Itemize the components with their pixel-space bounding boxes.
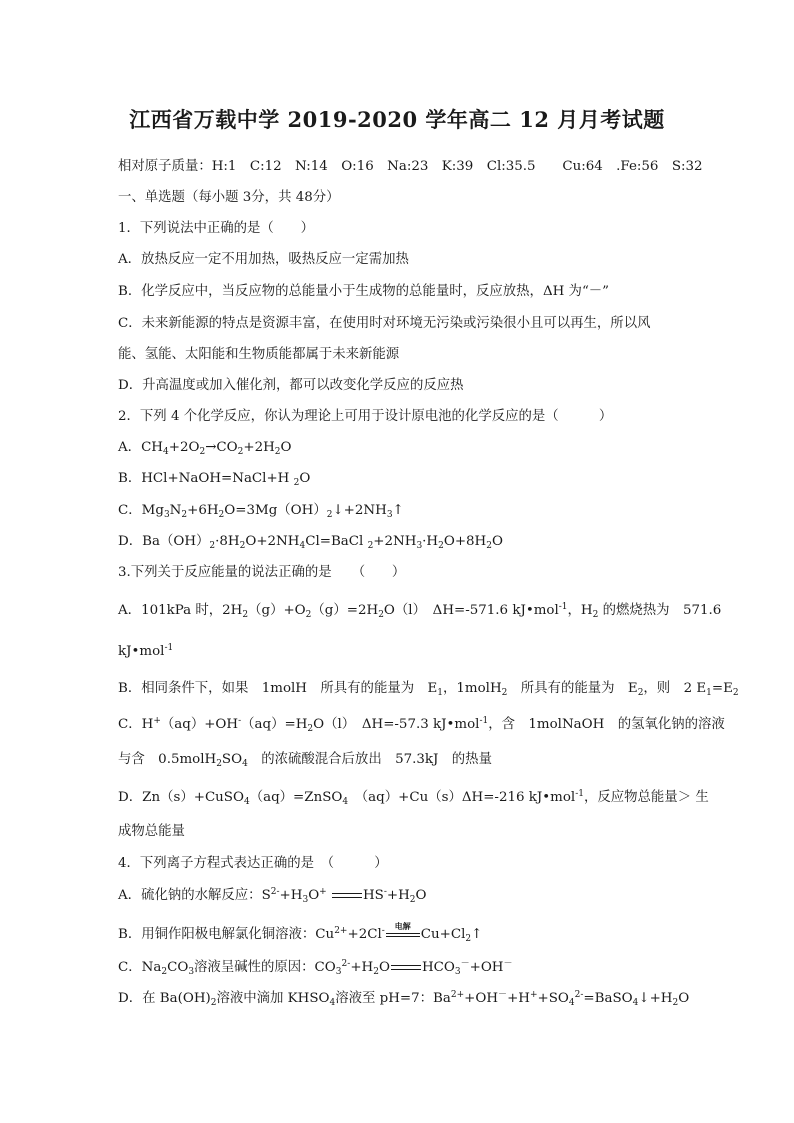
q3-option-a-line2: kJ•mol$^{-1}$ xyxy=(118,643,174,659)
q1-option-b: B．化学反应中，当反应物的总能量小于生成物的总能量时，反应放热，ΔH 为“－” xyxy=(118,284,610,299)
atomic-masses: 相对原子质量：H:1 C:12 N:14 O:16 Na:23 K:39 Cl:35.5 Cu:64 .Fe:56 S:32 xyxy=(118,159,703,174)
exam-title: 江西省万载中学 2019-2020 学年高二 12 月月考试题 xyxy=(129,107,665,132)
q2-option-b: B．HCl+NaOH=NaCl+H $_2$O xyxy=(118,471,311,488)
q3-stem: 3.下列关于反应能量的说法正确的是 （ ） xyxy=(118,565,406,580)
section-heading: 一、单选题（每小题 3分，共 48分） xyxy=(118,190,340,205)
q4-option-c: C．$Na_2CO_3$溶液呈碱性的原因：$CO_3^{2-}+H_2O$ $HCO_3^-+OH^-$ xyxy=(118,959,513,977)
q2-stem: 2．下列 4 个化学反应，你认为理论上可用于设计原电池的化学反应的是（ ） xyxy=(118,409,613,424)
equilibrium-arrow-icon xyxy=(391,963,421,973)
q1-option-c-line1: C．未来新能源的特点是资源丰富，在使用时对环境无污染或污染很小且可以再生，所以风 xyxy=(118,316,651,331)
q3-option-c-line2: 与含 $0.5molH_2SO_4$ 的浓硫酸混合后放出 57.3kJ 的热量 xyxy=(118,752,492,769)
q4-option-b: B．用铜作阳极电解氯化铜溶液：$Cu^{2+}+2Cl^-$ 电解 $Cu+Cl_2↑$ xyxy=(118,920,483,944)
q2-option-c: C．$Mg_3N_2+6H_2O=3Mg(OH)_2↓+2NH_3↑$ xyxy=(118,503,404,520)
electrolysis-arrow-icon: 电解 xyxy=(386,929,420,941)
q2-option-d: D．$Ba(OH)_2\cdot 8H_2O+2NH_4Cl=BaCl$ $_2+2NH_3\cdot H_2O+8H_2O$ xyxy=(118,534,503,551)
q1-option-c-line2: 能、氢能、太阳能和生物质能都属于未来新能源 xyxy=(118,347,400,362)
q1-option-a: A．放热反应一定不用加热，吸热反应一定需加热 xyxy=(118,252,409,267)
q4-stem: 4．下列离子方程式表达正确的是 （ ） xyxy=(118,856,388,871)
q3-option-b: B．相同条件下，如果 1molH 所具有的能量为 $E_1$，1molH$_2$ 所具有的能量为 $E_2$，则 2 $E_1=E_2$ xyxy=(118,681,739,698)
equilibrium-arrow-icon xyxy=(332,891,362,901)
q1-option-d: D．升高温度或加入催化剂，都可以改变化学反应的反应热 xyxy=(118,378,464,393)
q2-option-a: A．$CH_4+2O_2\to CO_2+2H_2O$ xyxy=(118,440,292,457)
q3-option-d: D．Zn（s）+CuSO$_4$（aq）=ZnSO$_4$ （aq）+Cu（s）ΔH=-216 kJ•mol$^{-1}$，反应物总能量＞ 生 xyxy=(118,789,709,807)
q4-option-a: A．硫化钠的水解反应：$S^{2-}+H_3O^+$ $HS^-+H_2O$ xyxy=(118,887,427,905)
q4-option-d: D．在 $Ba(OH)_2$溶液中滴加 $KHSO_4$溶液至 pH=7：$Ba^{2+}+OH^-+H^++SO_4^{2-}=BaSO_4↓+H_2O$ xyxy=(118,990,690,1008)
q1-stem: 1．下列说法中正确的是（ ） xyxy=(118,221,314,236)
q3-option-a: A．101kPa 时，$2H_2(g)+O_2(g)=2H_2O(l)$ ΔH=-571.6 kJ•mol$^{-1}$，$H_2$ 的燃烧热为 571.6 xyxy=(118,602,722,620)
q3-option-d-line2: 成物总能量 xyxy=(118,824,185,839)
q3-option-c: C．$H^+(aq)+OH^-(aq)=H_2O(l)$ ΔH=-57.3 kJ•mol$^{-1}$，含 1molNaOH 的氢氧化钠的溶液 xyxy=(118,716,725,734)
